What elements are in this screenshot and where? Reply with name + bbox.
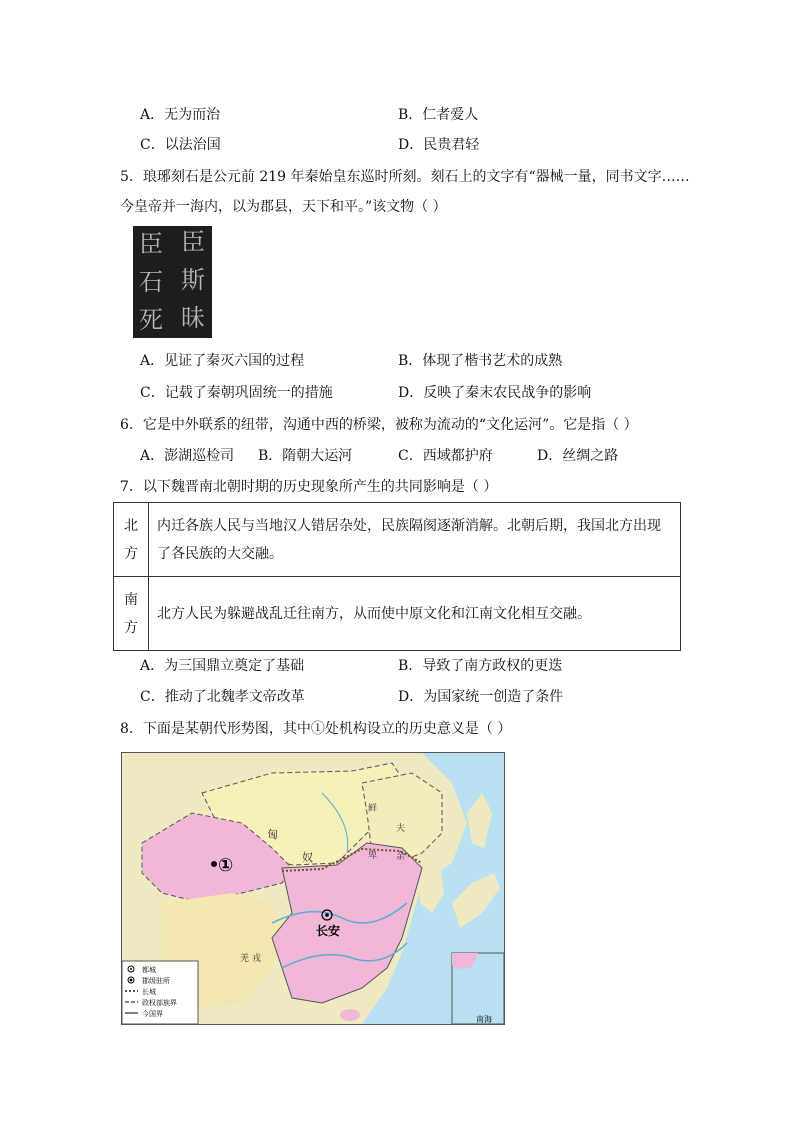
hainan-island [340, 1009, 360, 1021]
langya-stele-rubbing [133, 226, 212, 338]
q4-option-b[interactable]: B．仁者爱人 [398, 107, 479, 123]
legend-label: 政权部族界 [142, 999, 177, 1007]
label-xiongnu-2: 奴 [302, 851, 313, 864]
q5-option-d[interactable]: D．反映了秦末农民战争的影响 [398, 385, 592, 401]
map-svg [122, 753, 504, 1024]
table-row-header: 南 方 [114, 577, 149, 651]
label-qiang-1: 羌 [240, 954, 250, 964]
label-fuyu-2: 余 [396, 852, 406, 862]
q6-option-a[interactable]: A．澎湖巡检司 [140, 448, 235, 464]
stele-glyph: 昧 [181, 304, 205, 332]
legend-label: 郡级驻所 [142, 977, 170, 985]
q5-option-b[interactable]: B．体现了楷书艺术的成熟 [398, 353, 563, 369]
q4-option-c[interactable]: C．以法治国 [140, 137, 221, 153]
q7-stem: 7．以下魏晋南北朝时期的历史现象所产生的共同影响是（ ） [120, 479, 498, 495]
legend-label: 今国界 [142, 1010, 163, 1018]
label-xianbei-1: 鲜 [368, 804, 378, 814]
label-fuyu-1: 夫 [396, 824, 406, 834]
q6-option-c[interactable]: C．西域都护府 [398, 448, 493, 464]
q8-stem: 8．下面是某朝代形势图，其中①处机构设立的历史意义是（ ） [120, 721, 512, 737]
map-marker-1: ① [218, 855, 234, 876]
q6-stem: 6．它是中外联系的纽带，沟通中西的桥梁，被称为流动的“文化运河”。它是指（ ） [120, 417, 638, 433]
q6-option-d[interactable]: D．丝绸之路 [537, 448, 619, 464]
q7-option-d[interactable]: D．为国家统一创造了条件 [398, 689, 564, 705]
q4-option-d[interactable]: D．民贵君轻 [398, 137, 480, 153]
table-row-header: 北 方 [114, 503, 149, 577]
q5-option-a[interactable]: A．见证了秦灭六国的过程 [140, 353, 305, 369]
label-south-sea: 南海 [476, 1015, 492, 1024]
label-changan: 长安 [316, 924, 341, 938]
legend-label: 都城 [142, 966, 156, 974]
table-cell: 北方人民为躲避战乱迁往南方，从而使中原文化和江南文化相互交融。 [149, 577, 681, 651]
stele-glyph: 斯 [181, 266, 205, 294]
label-xiongnu-1: 匈 [267, 828, 278, 841]
stele-glyph: 死 [139, 306, 163, 334]
table-cell: 内迁各族人民与当地汉人错居杂处，民族隔阂逐渐消解。北朝后期，我国北方出现了各民族的大交融。 [149, 503, 681, 577]
q6-option-b[interactable]: B．隋朝大运河 [258, 448, 353, 464]
han-dynasty-map [121, 752, 505, 1025]
label-qiang-2: 戎 [252, 954, 262, 964]
q7-option-b[interactable]: B．导致了南方政权的更迭 [398, 658, 563, 674]
legend-label: 长城 [142, 988, 156, 996]
table-row [114, 503, 681, 577]
stele-glyph: 石 [139, 268, 163, 296]
q7-option-c[interactable]: C．推动了北魏孝文帝改革 [140, 689, 305, 705]
duhu-office-dot [211, 861, 217, 867]
stele-glyph: 臣 [181, 228, 205, 256]
q5-option-c[interactable]: C．记载了秦朝巩固统一的措施 [140, 385, 333, 401]
stele-glyph: 臣 [139, 230, 163, 258]
q7-option-a[interactable]: A．为三国鼎立奠定了基础 [140, 658, 305, 674]
q4-option-a[interactable]: A．无为而治 [140, 107, 221, 123]
q7-material-table [113, 502, 681, 651]
label-xianbei-2: 卑 [368, 851, 378, 861]
q5-stem-line1: 5．琅琊刻石是公元前 219 年秦始皇东巡时所刻。刻石上的文字有“器械一量，同书文字…… [120, 169, 690, 185]
q5-stem-line2: 今皇帝并一海内，以为郡县，天下和平。”该文物（ ） [120, 199, 447, 215]
table-row [114, 577, 681, 651]
